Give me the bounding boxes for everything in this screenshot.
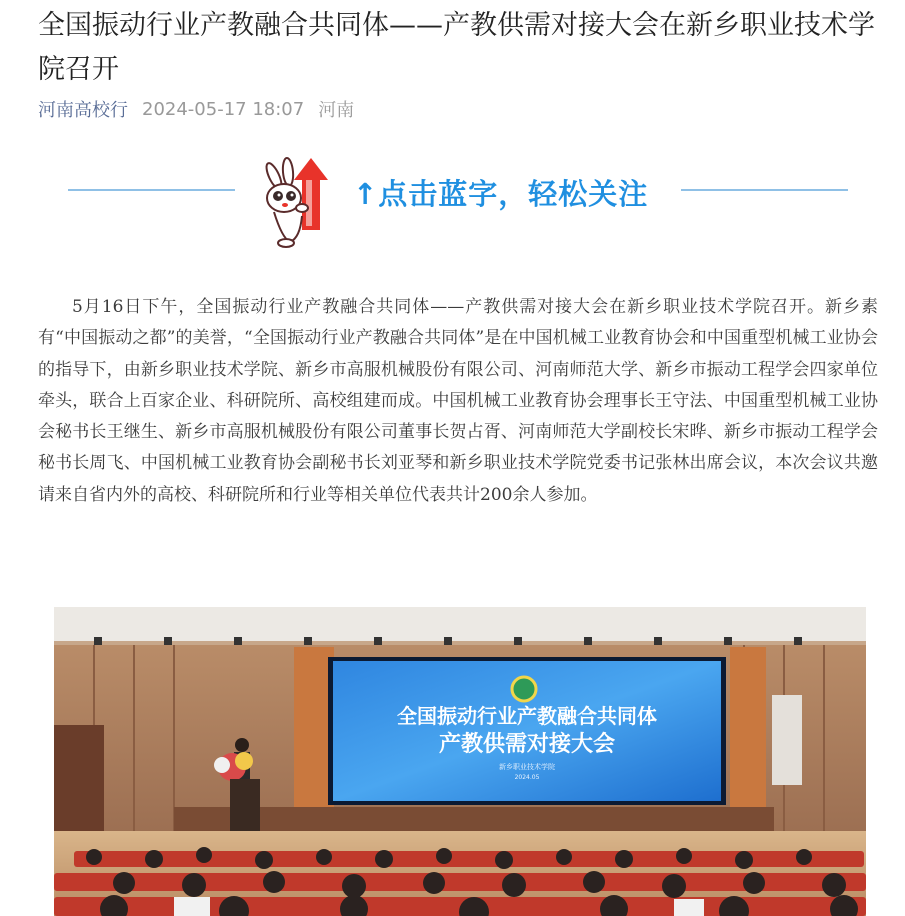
conference-photo [54,607,866,916]
screen-date-text: 2024.05 [514,774,540,781]
article-meta [38,96,354,122]
rabbit-mascot-icon [260,150,340,250]
follow-banner[interactable] [68,150,848,250]
screen-org-text: 新乡职业技术学院 [499,763,555,771]
article-title: 全国振动行业产教融合共同体——产教供需对接大会在新乡职业技术学院召开 [38,10,875,85]
banner-divider-left [68,189,235,191]
screen-title-line1: 全国振动行业产教融合共同体 [397,704,657,728]
follow-cta-text[interactable]: ↑点击蓝字，轻松关注 [353,177,649,211]
account-name-link[interactable]: 河南高校行 [38,100,128,121]
article-paragraph: 5月16日下午，全国振动行业产教融合共同体——产教供需对接大会在新乡职业技术学院召开。新乡素有“中国振动之都”的美誉，“全国振动行业产教融合共同体”是在中国机械工业教育协会和中国重型机械工业协会的指导下，由新乡职业技术学院、新乡市高服机械股份有限公司、河南师范大学、新乡市振动工程学会四家单位牵头，联合上百家企业、科研院所、高校组建而成。中国机械工业教育协会理事长王守法、中国重型机械工业协会秘书长王继生、新乡市高服机械股份有限公司董事长贺占胥、河南师范大学副校长宋晔、新乡市振动工程学会秘书长周飞、中国机械工业教育协会副秘书长刘亚琴和新乡职业技术学院党委书记张林出席会议，本次会议共邀请来自省内外的高校、科研院所和行业等相关单位代表共计200余人参加。 [38,297,878,505]
banner-divider-right [681,189,848,191]
publish-location: 河南 [318,100,355,121]
screen-title-line2: 产教供需对接大会 [438,732,616,757]
publish-time: 2024-05-17 18:07 [142,98,305,120]
